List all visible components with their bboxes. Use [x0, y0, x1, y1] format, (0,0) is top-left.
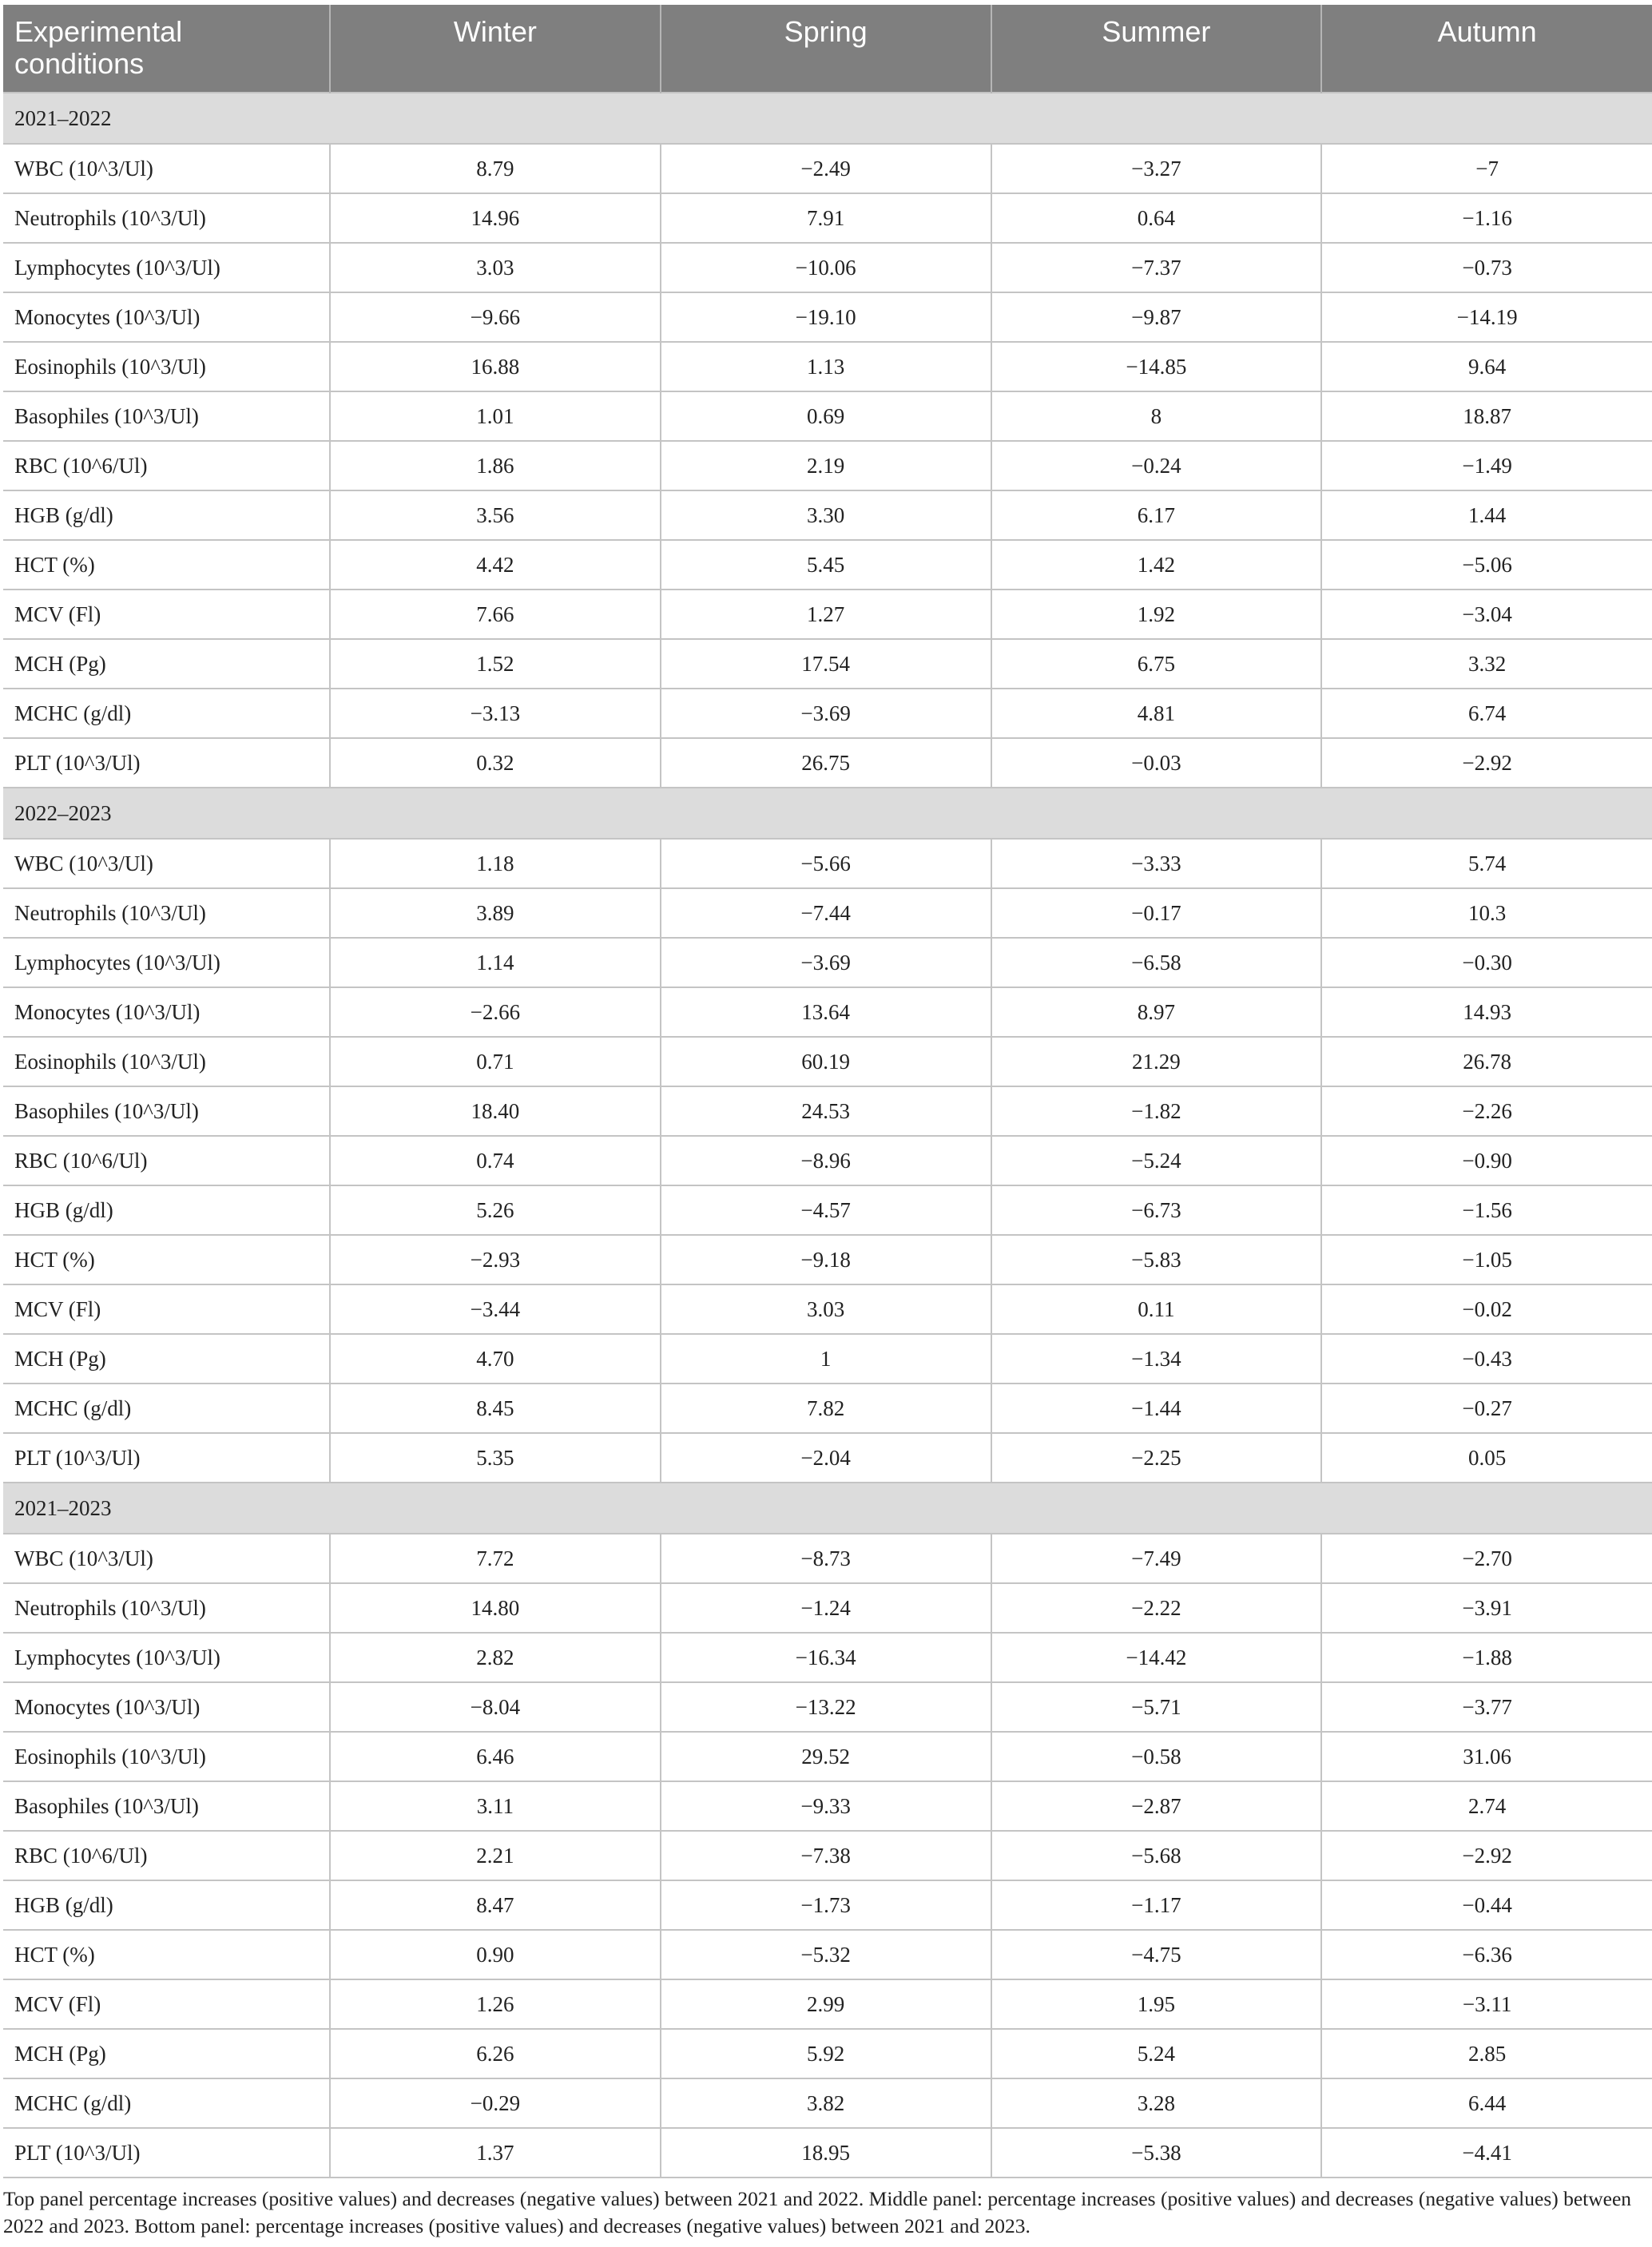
value-cell: −5.38	[991, 2128, 1322, 2178]
value-cell: −6.73	[991, 1185, 1322, 1235]
value-cell: 17.54	[661, 639, 991, 689]
table-row	[3, 1633, 1652, 1682]
value-cell: 4.42	[330, 540, 661, 590]
header-row	[3, 5, 1652, 93]
section-row	[3, 1483, 1652, 1534]
value-cell: 7.66	[330, 590, 661, 639]
value-cell: −2.93	[330, 1235, 661, 1284]
value-cell: 2.99	[661, 1979, 991, 2029]
value-cell: −3.69	[661, 689, 991, 738]
table-row	[3, 1086, 1652, 1136]
value-cell: −10.06	[661, 243, 991, 292]
value-cell: −9.18	[661, 1235, 991, 1284]
value-cell: 2.85	[1321, 2029, 1652, 2078]
value-cell: −5.66	[661, 839, 991, 888]
value-cell: 8.79	[330, 144, 661, 193]
table-row	[3, 1136, 1652, 1185]
value-cell: −3.44	[330, 1284, 661, 1334]
table-row	[3, 987, 1652, 1037]
section-row	[3, 93, 1652, 144]
value-cell: −1.16	[1321, 193, 1652, 243]
table-row	[3, 1384, 1652, 1433]
value-cell: −0.90	[1321, 1136, 1652, 1185]
value-cell: 1.18	[330, 839, 661, 888]
table-row	[3, 391, 1652, 441]
row-label: Eosinophils (10^3/Ul)	[3, 342, 330, 391]
table-row	[3, 193, 1652, 243]
value-cell: −0.17	[991, 888, 1322, 938]
data-table-container	[3, 5, 1652, 2178]
table-row	[3, 1930, 1652, 1979]
row-label: Eosinophils (10^3/Ul)	[3, 1732, 330, 1781]
row-label: Neutrophils (10^3/Ul)	[3, 888, 330, 938]
value-cell: 8.47	[330, 1880, 661, 1930]
value-cell: 0.90	[330, 1930, 661, 1979]
table-row	[3, 839, 1652, 888]
value-cell: −4.75	[991, 1930, 1322, 1979]
value-cell: −7	[1321, 144, 1652, 193]
value-cell: −0.27	[1321, 1384, 1652, 1433]
table-row	[3, 1185, 1652, 1235]
row-label: RBC (10^6/Ul)	[3, 1136, 330, 1185]
value-cell: −1.88	[1321, 1633, 1652, 1682]
table-row	[3, 1979, 1652, 2029]
value-cell: −3.04	[1321, 590, 1652, 639]
value-cell: −6.58	[991, 938, 1322, 987]
value-cell: −2.87	[991, 1781, 1322, 1831]
value-cell: −2.70	[1321, 1534, 1652, 1583]
value-cell: 3.03	[330, 243, 661, 292]
row-label: PLT (10^3/Ul)	[3, 1433, 330, 1483]
value-cell: −5.06	[1321, 540, 1652, 590]
table-row	[3, 1682, 1652, 1732]
header-autumn: Autumn	[1321, 5, 1652, 93]
value-cell: −1.82	[991, 1086, 1322, 1136]
value-cell: 6.46	[330, 1732, 661, 1781]
value-cell: −14.85	[991, 342, 1322, 391]
value-cell: 5.92	[661, 2029, 991, 2078]
row-label: MCV (Fl)	[3, 590, 330, 639]
row-label: MCHC (g/dl)	[3, 1384, 330, 1433]
table-row	[3, 2029, 1652, 2078]
value-cell: −7.38	[661, 1831, 991, 1880]
row-label: HCT (%)	[3, 1235, 330, 1284]
value-cell: 0.05	[1321, 1433, 1652, 1483]
value-cell: 16.88	[330, 342, 661, 391]
table-row	[3, 1037, 1652, 1086]
row-label: Monocytes (10^3/Ul)	[3, 1682, 330, 1732]
row-label: HGB (g/dl)	[3, 1880, 330, 1930]
value-cell: 26.75	[661, 738, 991, 788]
value-cell: −3.33	[991, 839, 1322, 888]
value-cell: 1.44	[1321, 490, 1652, 540]
value-cell: 0.64	[991, 193, 1322, 243]
value-cell: 5.45	[661, 540, 991, 590]
table-row	[3, 689, 1652, 738]
value-cell: −5.68	[991, 1831, 1322, 1880]
value-cell: 0.69	[661, 391, 991, 441]
value-cell: −0.58	[991, 1732, 1322, 1781]
value-cell: −7.49	[991, 1534, 1322, 1583]
value-cell: −19.10	[661, 292, 991, 342]
table-row	[3, 738, 1652, 788]
value-cell: 5.26	[330, 1185, 661, 1235]
value-cell: 18.40	[330, 1086, 661, 1136]
value-cell: 4.70	[330, 1334, 661, 1384]
value-cell: 13.64	[661, 987, 991, 1037]
value-cell: 1.13	[661, 342, 991, 391]
header-winter: Winter	[330, 5, 661, 93]
table-row	[3, 292, 1652, 342]
row-label: Monocytes (10^3/Ul)	[3, 292, 330, 342]
section-row	[3, 788, 1652, 839]
value-cell: −0.43	[1321, 1334, 1652, 1384]
table-row	[3, 1831, 1652, 1880]
row-label: PLT (10^3/Ul)	[3, 2128, 330, 2178]
value-cell: 1.86	[330, 441, 661, 490]
value-cell: 3.28	[991, 2078, 1322, 2128]
value-cell: 6.26	[330, 2029, 661, 2078]
value-cell: 6.17	[991, 490, 1322, 540]
value-cell: 6.75	[991, 639, 1322, 689]
row-label: Monocytes (10^3/Ul)	[3, 987, 330, 1037]
value-cell: −1.49	[1321, 441, 1652, 490]
value-cell: −2.66	[330, 987, 661, 1037]
value-cell: 3.82	[661, 2078, 991, 2128]
value-cell: −13.22	[661, 1682, 991, 1732]
row-label: Eosinophils (10^3/Ul)	[3, 1037, 330, 1086]
section-title: 2021–2023	[3, 1483, 1652, 1534]
row-label: Basophiles (10^3/Ul)	[3, 391, 330, 441]
value-cell: 8.45	[330, 1384, 661, 1433]
value-cell: 5.24	[991, 2029, 1322, 2078]
value-cell: 18.87	[1321, 391, 1652, 441]
row-label: MCHC (g/dl)	[3, 2078, 330, 2128]
value-cell: 2.74	[1321, 1781, 1652, 1831]
value-cell: 8.97	[991, 987, 1322, 1037]
value-cell: −8.04	[330, 1682, 661, 1732]
value-cell: −0.24	[991, 441, 1322, 490]
value-cell: 5.74	[1321, 839, 1652, 888]
row-label: Neutrophils (10^3/Ul)	[3, 193, 330, 243]
value-cell: −1.05	[1321, 1235, 1652, 1284]
value-cell: 1.95	[991, 1979, 1322, 2029]
value-cell: −6.36	[1321, 1930, 1652, 1979]
value-cell: 1.27	[661, 590, 991, 639]
row-label: MCH (Pg)	[3, 1334, 330, 1384]
row-label: HCT (%)	[3, 540, 330, 590]
table-row	[3, 1235, 1652, 1284]
table-row	[3, 490, 1652, 540]
value-cell: −2.92	[1321, 738, 1652, 788]
value-cell: −1.17	[991, 1880, 1322, 1930]
value-cell: 0.71	[330, 1037, 661, 1086]
value-cell: 1	[661, 1334, 991, 1384]
table-row	[3, 144, 1652, 193]
row-label: MCV (Fl)	[3, 1979, 330, 2029]
value-cell: 8	[991, 391, 1322, 441]
value-cell: 1.26	[330, 1979, 661, 2029]
value-cell: 2.19	[661, 441, 991, 490]
table-row	[3, 2128, 1652, 2178]
row-label: HGB (g/dl)	[3, 1185, 330, 1235]
value-cell: −9.66	[330, 292, 661, 342]
row-label: Lymphocytes (10^3/Ul)	[3, 243, 330, 292]
table-row	[3, 1781, 1652, 1831]
row-label: Basophiles (10^3/Ul)	[3, 1086, 330, 1136]
table-row	[3, 1534, 1652, 1583]
value-cell: −1.34	[991, 1334, 1322, 1384]
table-row	[3, 1284, 1652, 1334]
value-cell: −14.42	[991, 1633, 1322, 1682]
value-cell: 3.32	[1321, 639, 1652, 689]
value-cell: −2.25	[991, 1433, 1322, 1483]
table-row	[3, 1732, 1652, 1781]
value-cell: 2.82	[330, 1633, 661, 1682]
table-row	[3, 243, 1652, 292]
value-cell: −5.24	[991, 1136, 1322, 1185]
table-row	[3, 1334, 1652, 1384]
table-body	[3, 93, 1652, 2178]
table-row	[3, 540, 1652, 590]
value-cell: −5.32	[661, 1930, 991, 1979]
table-row	[3, 1880, 1652, 1930]
value-cell: −9.33	[661, 1781, 991, 1831]
value-cell: 31.06	[1321, 1732, 1652, 1781]
value-cell: 0.11	[991, 1284, 1322, 1334]
value-cell: −7.44	[661, 888, 991, 938]
value-cell: 1.14	[330, 938, 661, 987]
table-row	[3, 639, 1652, 689]
table-row	[3, 342, 1652, 391]
value-cell: 7.82	[661, 1384, 991, 1433]
table-row	[3, 888, 1652, 938]
value-cell: 1.42	[991, 540, 1322, 590]
value-cell: −0.29	[330, 2078, 661, 2128]
value-cell: 0.32	[330, 738, 661, 788]
value-cell: −3.69	[661, 938, 991, 987]
value-cell: −3.77	[1321, 1682, 1652, 1732]
value-cell: −3.91	[1321, 1583, 1652, 1633]
row-label: RBC (10^6/Ul)	[3, 1831, 330, 1880]
row-label: WBC (10^3/Ul)	[3, 1534, 330, 1583]
value-cell: 3.11	[330, 1781, 661, 1831]
value-cell: 9.64	[1321, 342, 1652, 391]
table-row	[3, 2078, 1652, 2128]
value-cell: 1.52	[330, 639, 661, 689]
row-label: PLT (10^3/Ul)	[3, 738, 330, 788]
value-cell: −8.96	[661, 1136, 991, 1185]
table-footnote: Top panel percentage increases (positive values) and decreases (negative values) between 2021 and 2022. Middle panel: percentage increases (positive values) and decreases (negative values) between 2022 and 2023. Bottom panel: percentage increases (positive values) and decreases (negative values) between 2021 and 2023.	[3, 2187, 1632, 2237]
value-cell: 60.19	[661, 1037, 991, 1086]
value-cell: −8.73	[661, 1534, 991, 1583]
row-label: Lymphocytes (10^3/Ul)	[3, 1633, 330, 1682]
value-cell: −0.73	[1321, 243, 1652, 292]
table-row	[3, 1433, 1652, 1483]
value-cell: 1.37	[330, 2128, 661, 2178]
value-cell: −2.26	[1321, 1086, 1652, 1136]
value-cell: 5.35	[330, 1433, 661, 1483]
value-cell: −1.56	[1321, 1185, 1652, 1235]
row-label: MCH (Pg)	[3, 639, 330, 689]
value-cell: 1.92	[991, 590, 1322, 639]
header-experimental-conditions: Experimental conditions	[3, 5, 330, 93]
row-label: MCHC (g/dl)	[3, 689, 330, 738]
row-label: MCV (Fl)	[3, 1284, 330, 1334]
value-cell: −5.71	[991, 1682, 1322, 1732]
section-title: 2021–2022	[3, 93, 1652, 144]
table-header	[3, 5, 1652, 93]
value-cell: 6.74	[1321, 689, 1652, 738]
row-label: WBC (10^3/Ul)	[3, 839, 330, 888]
value-cell: 29.52	[661, 1732, 991, 1781]
table-row	[3, 590, 1652, 639]
value-cell: −0.02	[1321, 1284, 1652, 1334]
table-row	[3, 441, 1652, 490]
value-cell: −5.83	[991, 1235, 1322, 1284]
value-cell: −16.34	[661, 1633, 991, 1682]
value-cell: 18.95	[661, 2128, 991, 2178]
value-cell: 4.81	[991, 689, 1322, 738]
row-label: HCT (%)	[3, 1930, 330, 1979]
value-cell: −4.57	[661, 1185, 991, 1235]
header-summer: Summer	[991, 5, 1322, 93]
value-cell: −14.19	[1321, 292, 1652, 342]
value-cell: 3.89	[330, 888, 661, 938]
value-cell: 3.30	[661, 490, 991, 540]
value-cell: 21.29	[991, 1037, 1322, 1086]
value-cell: 14.80	[330, 1583, 661, 1633]
row-label: WBC (10^3/Ul)	[3, 144, 330, 193]
value-cell: 14.93	[1321, 987, 1652, 1037]
value-cell: −2.49	[661, 144, 991, 193]
value-cell: −9.87	[991, 292, 1322, 342]
value-cell: −1.44	[991, 1384, 1322, 1433]
value-cell: −0.03	[991, 738, 1322, 788]
value-cell: 26.78	[1321, 1037, 1652, 1086]
value-cell: −1.73	[661, 1880, 991, 1930]
row-label: HGB (g/dl)	[3, 490, 330, 540]
row-label: Neutrophils (10^3/Ul)	[3, 1583, 330, 1633]
row-label: Basophiles (10^3/Ul)	[3, 1781, 330, 1831]
row-label: MCH (Pg)	[3, 2029, 330, 2078]
value-cell: −0.30	[1321, 938, 1652, 987]
value-cell: −0.44	[1321, 1880, 1652, 1930]
table-row	[3, 938, 1652, 987]
value-cell: −3.11	[1321, 1979, 1652, 2029]
value-cell: 0.74	[330, 1136, 661, 1185]
value-cell: 10.3	[1321, 888, 1652, 938]
value-cell: 3.03	[661, 1284, 991, 1334]
section-title: 2022–2023	[3, 788, 1652, 839]
value-cell: −1.24	[661, 1583, 991, 1633]
value-cell: 3.56	[330, 490, 661, 540]
value-cell: −3.13	[330, 689, 661, 738]
value-cell: 7.72	[330, 1534, 661, 1583]
table-row	[3, 1583, 1652, 1633]
value-cell: −2.04	[661, 1433, 991, 1483]
header-spring: Spring	[661, 5, 991, 93]
value-cell: 14.96	[330, 193, 661, 243]
row-label: RBC (10^6/Ul)	[3, 441, 330, 490]
value-cell: 6.44	[1321, 2078, 1652, 2128]
value-cell: 7.91	[661, 193, 991, 243]
value-cell: 24.53	[661, 1086, 991, 1136]
data-table	[3, 5, 1652, 2178]
value-cell: 1.01	[330, 391, 661, 441]
value-cell: −2.22	[991, 1583, 1322, 1633]
value-cell: −7.37	[991, 243, 1322, 292]
row-label: Lymphocytes (10^3/Ul)	[3, 938, 330, 987]
value-cell: −4.41	[1321, 2128, 1652, 2178]
value-cell: −2.92	[1321, 1831, 1652, 1880]
value-cell: 2.21	[330, 1831, 661, 1880]
value-cell: −3.27	[991, 144, 1322, 193]
